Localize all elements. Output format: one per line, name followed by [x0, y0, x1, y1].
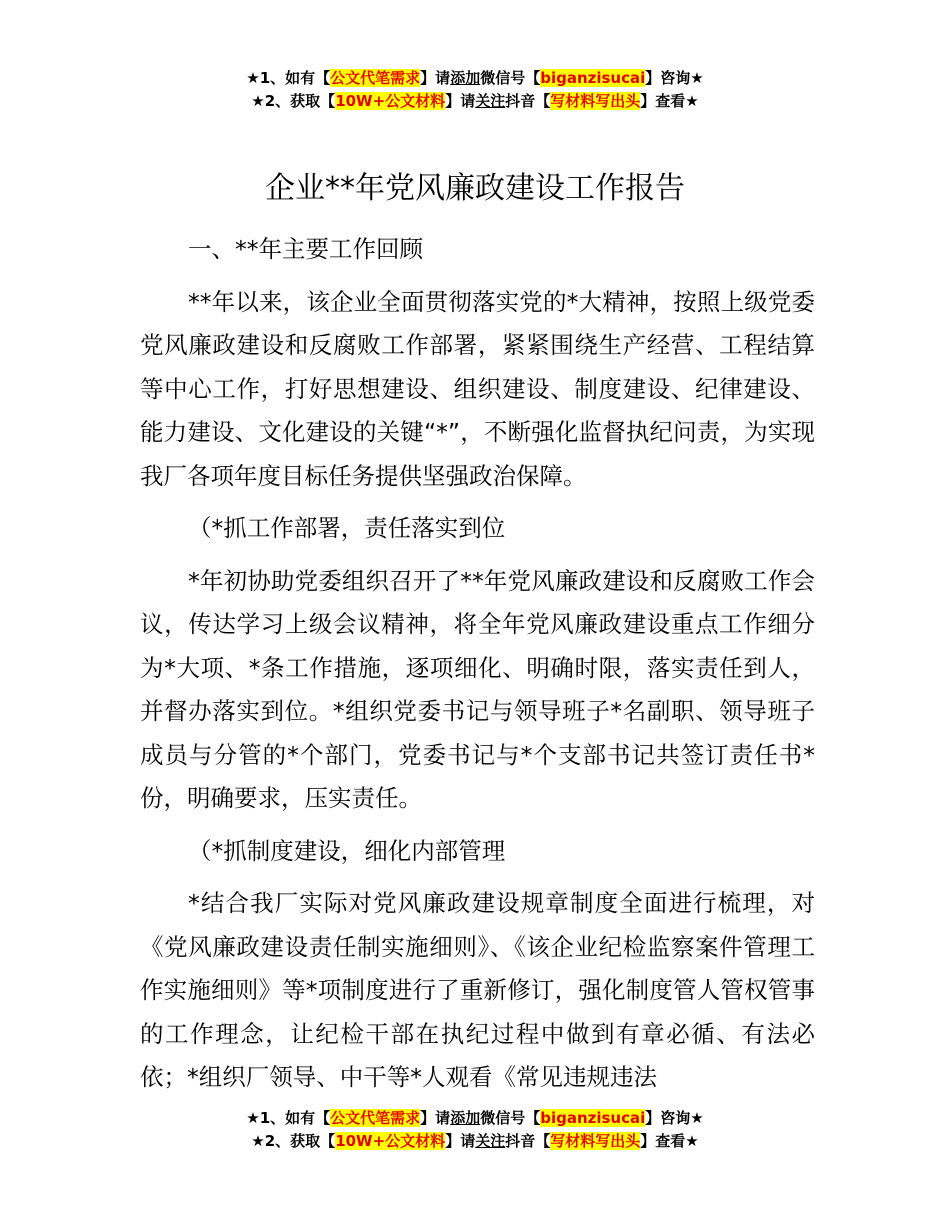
- footer-ad-line-1: [0, 1107, 950, 1130]
- ad-underline: 添加: [450, 1109, 481, 1127]
- ad-text: 】查看★: [640, 92, 699, 110]
- body-paragraph: *年初协助党委组织召开了**年党风廉政建设和反腐败工作会议，传达学习上级会议精神，将全年党风廉政建设重点工作细分为*大项、*条工作措施，逐项细化、明确时限，落实责任到人，并督办落实到位。*组织党委书记与领导班子*名副职、领导班子成员与分管的*个部门，党委书记与*个支部书记共签订责任书*份，明确要求，压实责任。: [140, 566, 815, 812]
- body-paragraph: **年以来，该企业全面贯彻落实党的*大精神，按照上级党委党风廉政建设和反腐败工作部署，紧紧围绕生产经营、工程结算等中心工作，打好思想建设、组织建设、制度建设、纪律建设、能力建设、文化建设的关键“*”，不断强化监督执纪问责，为实现我厂各项年度目标任务提供坚强政治保障。: [140, 287, 815, 490]
- ad-text: ★1、如有【: [246, 1109, 331, 1127]
- ad-underline: 关注: [475, 92, 506, 110]
- ad-text: 抖音【: [505, 1132, 551, 1150]
- ad-highlight: 写材料写出头: [550, 92, 641, 110]
- ad-text: ★2、获取【: [251, 92, 336, 110]
- section-heading: 一、**年主要工作回顾: [188, 235, 423, 263]
- ad-highlight: biganzisucai: [540, 69, 646, 87]
- subsection-heading: （*抓工作部署，责任落实到位: [188, 514, 506, 542]
- header-ad-banner: [0, 67, 950, 113]
- ad-text: 】咨询★: [645, 1109, 704, 1127]
- ad-highlight: 公文代笔需求: [330, 69, 421, 87]
- ad-text: ★1、如有【: [246, 69, 331, 87]
- subsection-heading: （*抓制度建设，细化内部管理: [188, 836, 506, 865]
- ad-text: 】请: [420, 1109, 451, 1127]
- ad-underline: 添加: [450, 69, 481, 87]
- body-paragraph: *结合我厂实际对党风廉政建设规章制度全面进行梳理，对《党风廉政建设责任制实施细则》、《该企业纪检监察案件管理工作实施细则》等*项制度进行了重新修订，强化制度管人管权管事的工作理念，让纪检干部在执纪过程中做到有章必循、有法必依；*组织厂领导、中干等*人观看《常见违规违法: [140, 889, 815, 1091]
- ad-text: 微信号【: [480, 1109, 541, 1127]
- ad-text: 微信号【: [480, 69, 541, 87]
- ad-text: ★2、获取【: [251, 1132, 336, 1150]
- header-ad-line-2: [0, 90, 950, 113]
- ad-highlight: 公文代笔需求: [330, 1109, 421, 1127]
- ad-highlight: 10W+公文材料: [335, 1132, 446, 1150]
- ad-text: 】咨询★: [645, 69, 704, 87]
- document-body: [140, 228, 815, 1109]
- ad-highlight: 10W+公文材料: [335, 92, 446, 110]
- ad-underline: 关注: [475, 1132, 506, 1150]
- ad-highlight: biganzisucai: [540, 1109, 646, 1127]
- footer-ad-line-2: [0, 1130, 950, 1153]
- footer-ad-banner: [0, 1107, 950, 1153]
- ad-text: 】查看★: [640, 1132, 699, 1150]
- ad-highlight: 写材料写出头: [550, 1132, 641, 1150]
- header-ad-line-1: [0, 67, 950, 90]
- ad-text: 抖音【: [505, 92, 551, 110]
- ad-text: 】请: [445, 1132, 476, 1150]
- document-title: 企业**年党风廉政建设工作报告: [265, 171, 685, 206]
- ad-text: 】请: [445, 92, 476, 110]
- ad-text: 】请: [420, 69, 451, 87]
